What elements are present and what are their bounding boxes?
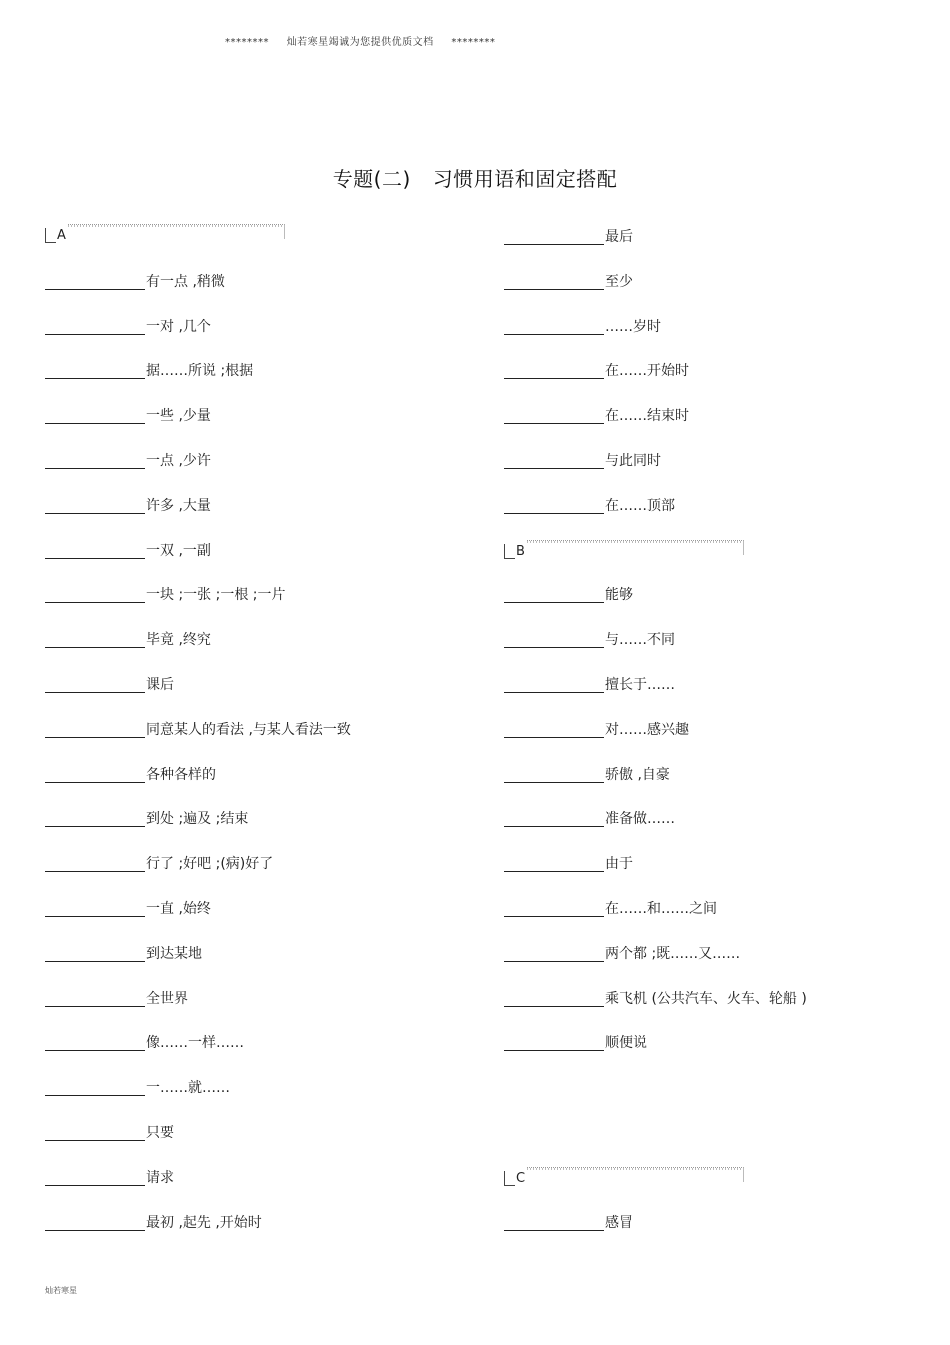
answer-blank[interactable] (504, 1214, 604, 1231)
answer-blank[interactable] (504, 721, 604, 738)
item-meaning: 只要 (146, 1125, 174, 1141)
answer-blank[interactable] (45, 452, 145, 469)
answer-blank[interactable] (45, 945, 145, 962)
page-title (0, 163, 950, 192)
section-letter: A (57, 228, 66, 243)
item-meaning: 一对 ,几个 (146, 318, 211, 335)
page-footer: 灿若寒星 (45, 1286, 77, 1295)
item-meaning: 像……一样…… (146, 1035, 244, 1052)
item-meaning: 一……就…… (146, 1080, 230, 1097)
answer-blank[interactable] (504, 273, 604, 290)
vocab-item (45, 803, 248, 827)
answer-blank[interactable] (45, 318, 145, 335)
answer-blank[interactable] (45, 855, 145, 872)
vocab-item (45, 1072, 230, 1096)
vocab-item (45, 848, 273, 872)
answer-blank[interactable] (45, 407, 145, 424)
answer-blank[interactable] (45, 586, 145, 603)
item-meaning: 乘飞机 (公共汽车、火车、轮船 ) (605, 990, 807, 1007)
item-meaning: 两个都 ;既……又…… (605, 945, 741, 962)
vocab-item (45, 893, 211, 917)
item-meaning: 感冒 (605, 1214, 633, 1231)
item-meaning: 有一点 ,稍微 (146, 273, 225, 290)
section-letter: B (516, 543, 525, 559)
header-stars-left: ******** (225, 37, 269, 48)
vocab-item (504, 714, 689, 738)
answer-blank[interactable] (504, 228, 604, 245)
vocab-item (504, 624, 675, 648)
vocab-item (45, 1162, 174, 1186)
answer-blank[interactable] (45, 676, 145, 693)
section-corner-mark (45, 228, 56, 243)
answer-blank[interactable] (504, 676, 604, 693)
item-meaning: 由于 (605, 856, 633, 873)
item-meaning: 在……顶部 (605, 497, 675, 514)
vocab-item (45, 535, 211, 559)
answer-blank[interactable] (45, 810, 145, 827)
answer-blank[interactable] (45, 1124, 145, 1141)
item-meaning: 骄傲 ,自豪 (605, 766, 670, 783)
item-meaning: 全世界 (146, 990, 188, 1007)
answer-blank[interactable] (45, 362, 145, 379)
vocab-item (504, 983, 807, 1007)
answer-blank[interactable] (504, 318, 604, 335)
vocab-item (504, 221, 633, 245)
answer-blank[interactable] (504, 1034, 604, 1051)
item-meaning: 一双 ,一副 (146, 542, 211, 559)
answer-blank[interactable] (45, 766, 145, 783)
vocab-item (504, 490, 675, 514)
vocab-item (504, 579, 633, 603)
item-meaning: 一块 ;一张 ;一根 ;一片 (146, 587, 286, 604)
answer-blank[interactable] (45, 721, 145, 738)
section-label-box (527, 540, 744, 555)
item-meaning: 顺便说 (605, 1035, 647, 1052)
answer-blank[interactable] (45, 1169, 145, 1186)
vocab-item (504, 266, 633, 290)
answer-blank[interactable] (504, 855, 604, 872)
section-marker-b (504, 537, 744, 559)
item-meaning: 同意某人的看法 ,与某人看法一致 (146, 721, 351, 738)
item-meaning: 毕竟 ,终究 (146, 632, 211, 649)
section-marker-a (45, 221, 285, 243)
answer-blank[interactable] (504, 766, 604, 783)
section-marker-c (504, 1164, 744, 1186)
vocab-item (504, 311, 661, 335)
vocab-item (45, 938, 202, 962)
vocab-item (504, 848, 633, 872)
item-meaning: 在……和……之间 (605, 901, 717, 917)
item-meaning: 与……不同 (605, 632, 675, 649)
vocab-item (504, 445, 661, 469)
item-meaning: ……岁时 (605, 318, 661, 335)
answer-blank[interactable] (504, 362, 604, 379)
answer-blank[interactable] (45, 542, 145, 559)
vocab-item (45, 1117, 174, 1141)
answer-blank[interactable] (45, 990, 145, 1007)
section-corner-mark (504, 1171, 515, 1186)
vocab-item (504, 669, 675, 693)
answer-blank[interactable] (504, 990, 604, 1007)
item-meaning: 请求 (146, 1169, 174, 1186)
answer-blank[interactable] (504, 810, 604, 827)
item-meaning: 与此同时 (605, 453, 661, 469)
item-meaning: 擅长于…… (605, 677, 675, 693)
vocab-item (504, 1027, 647, 1051)
answer-blank[interactable] (504, 945, 604, 962)
item-meaning: 最后 (605, 229, 633, 245)
vocab-item (45, 1207, 262, 1231)
title-part2: 习惯用语和固定搭配 (432, 167, 618, 191)
answer-blank[interactable] (504, 452, 604, 469)
answer-blank[interactable] (504, 407, 604, 424)
answer-blank[interactable] (45, 1034, 145, 1051)
item-meaning: 课后 (146, 677, 174, 693)
answer-blank[interactable] (45, 1079, 145, 1096)
item-meaning: 在……结束时 (605, 408, 689, 425)
answer-blank[interactable] (45, 1214, 145, 1231)
item-meaning: 一点 ,少许 (146, 453, 211, 469)
answer-blank[interactable] (45, 900, 145, 917)
item-meaning: 许多 ,大量 (146, 497, 211, 514)
answer-blank[interactable] (504, 586, 604, 603)
title-part1: 专题(二) (332, 167, 411, 191)
vocab-item (45, 624, 211, 648)
item-meaning: 在……开始时 (605, 363, 689, 380)
answer-blank[interactable] (45, 273, 145, 290)
header-stars-right: ******** (451, 37, 496, 48)
answer-blank[interactable] (504, 631, 604, 648)
vocab-item (45, 445, 211, 469)
item-meaning: 各种各样的 (146, 766, 216, 783)
vocab-item (504, 893, 717, 917)
item-meaning: 到达某地 (146, 945, 202, 962)
vocab-item (504, 938, 740, 962)
item-meaning: 至少 (605, 273, 633, 290)
vocab-item (504, 1207, 633, 1231)
answer-blank[interactable] (45, 631, 145, 648)
item-meaning: 对……感兴趣 (605, 721, 689, 738)
vocab-item (45, 311, 211, 335)
section-label-box (527, 1167, 744, 1182)
vocab-item (45, 714, 351, 738)
answer-blank[interactable] (504, 497, 604, 514)
section-label-box (68, 224, 285, 239)
vocab-item (45, 983, 188, 1007)
item-meaning: 一直 ,始终 (146, 901, 211, 917)
vocab-item (504, 355, 689, 379)
vocab-item (45, 400, 211, 424)
answer-blank[interactable] (504, 900, 604, 917)
vocab-item (45, 669, 174, 693)
vocab-item (45, 355, 253, 379)
vocab-item (45, 579, 286, 603)
vocab-item (45, 490, 211, 514)
item-meaning: 准备做…… (605, 811, 675, 828)
item-meaning: 据……所说 ;根据 (146, 363, 254, 380)
item-meaning: 能够 (605, 587, 633, 604)
item-meaning: 到处 ;遍及 ;结束 (146, 811, 249, 828)
section-letter: C (516, 1170, 526, 1186)
item-meaning: 最初 ,起先 ,开始时 (146, 1214, 262, 1231)
page-header (225, 33, 509, 48)
vocab-item (504, 400, 689, 424)
vocab-item (45, 1027, 244, 1051)
answer-blank[interactable] (45, 497, 145, 514)
vocab-item (504, 759, 670, 783)
vocab-item (45, 759, 216, 783)
vocab-item (45, 266, 225, 290)
header-text: 灿若寒星竭诚为您提供优质文档 (286, 37, 434, 48)
item-meaning: 一些 ,少量 (146, 408, 211, 425)
section-corner-mark (504, 544, 515, 559)
vocab-item (504, 803, 675, 827)
item-meaning: 行了 ;好吧 ;(病)好了 (146, 856, 274, 873)
